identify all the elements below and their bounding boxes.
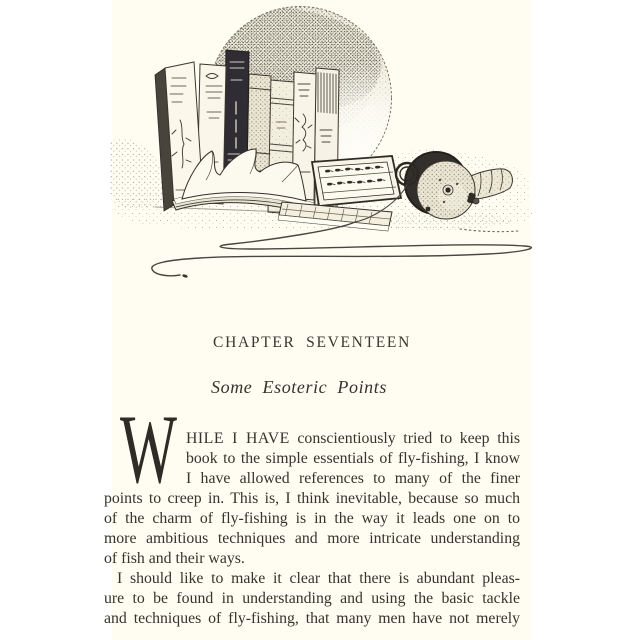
body-line: of the charm of fly-fishing is in the way it leads one on to bbox=[104, 510, 520, 527]
body-line: ure to be found in understanding and using the basic tackle bbox=[104, 590, 520, 607]
body-line: and techniques of fly-fishing, that many men have not merely bbox=[104, 610, 520, 627]
body-paragraph-1 bbox=[104, 429, 520, 569]
chapter-heading: CHAPTER SEVENTEEN bbox=[213, 334, 411, 351]
body-line: more ambitious techniques and more intricate understanding bbox=[104, 530, 520, 547]
drop-cap: W bbox=[120, 395, 178, 504]
chapter-illustration bbox=[110, 2, 550, 302]
body-line: HILE I HAVE conscientiously tried to keep this bbox=[186, 430, 521, 447]
body-text bbox=[104, 395, 521, 629]
opening-small-caps: HILE I HAVE bbox=[186, 430, 290, 447]
body-line: I should like to make it clear that there is abundant pleas- bbox=[117, 570, 520, 587]
body-line: of fish and their ways. bbox=[104, 550, 245, 567]
body-line: book to the simple essentials of fly-fishing, I know bbox=[186, 450, 520, 467]
chapter-subtitle-text: Some Esoteric Points bbox=[211, 377, 387, 397]
body-line: points to creep in. This is, I think inevitable, because so much bbox=[104, 490, 520, 507]
chapter-subtitle bbox=[104, 377, 520, 398]
body-paragraph-2 bbox=[104, 569, 520, 629]
body-line: I have allowed references to many of the finer bbox=[186, 470, 520, 487]
